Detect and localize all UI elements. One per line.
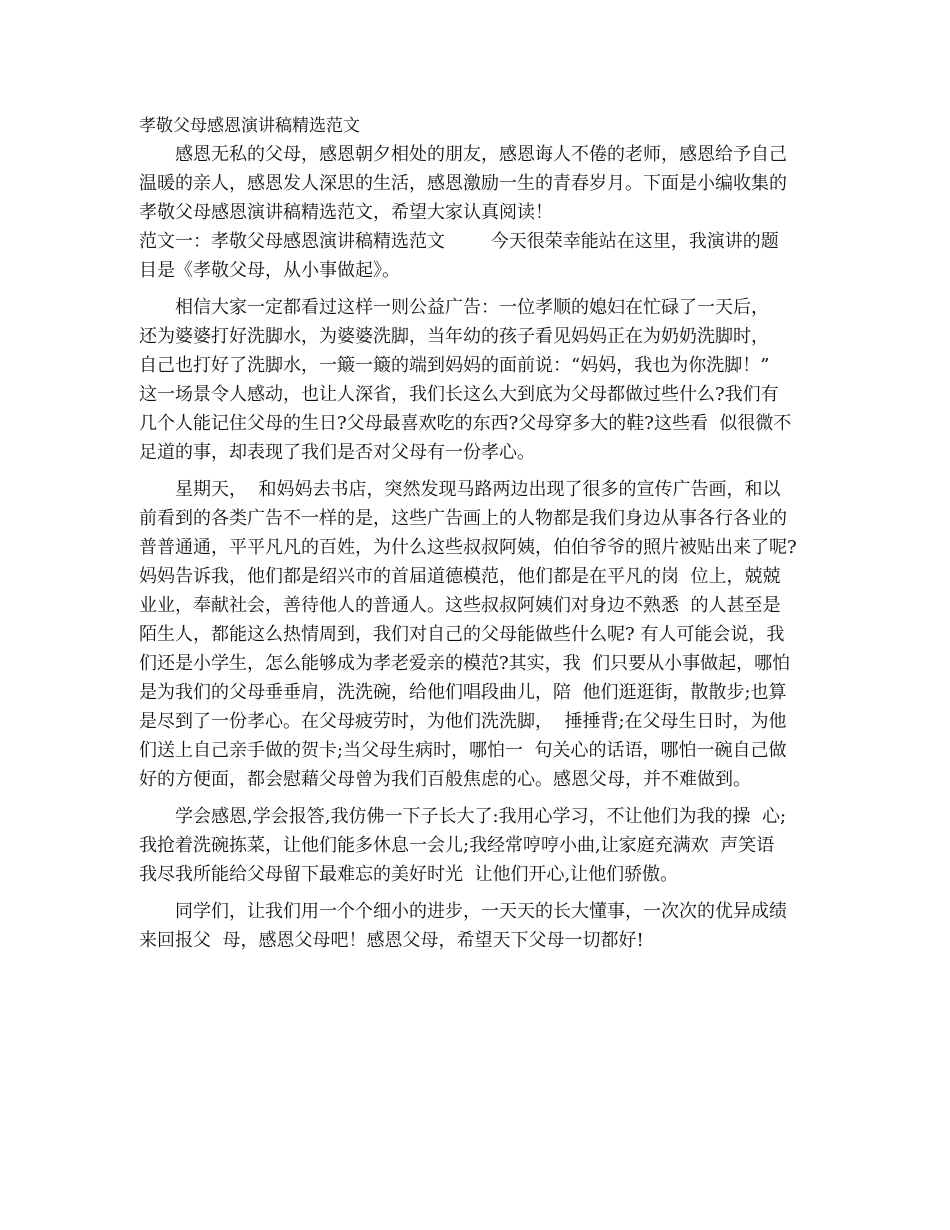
paragraph-line: 们还是小学生，怎么能够成为孝老爱亲的模范?其实，我 们只要从小事做起，哪怕: [139, 653, 791, 674]
paragraph-line: 自己也打好了洗脚水，一簸一簸的端到妈妈的面前说：“妈妈，我也为你洗脚！”: [139, 355, 770, 376]
paragraph-line: 温暖的亲人，感恩发人深思的生活，感恩激励一生的青春岁月。下面是小编收集的: [139, 173, 787, 194]
paragraph-sunday: [139, 475, 814, 794]
paragraph-line: 足道的事，却表现了我们是否对父母有一份孝心。: [139, 442, 535, 463]
paragraph-line: 星期天， 和妈妈去书店，突然发现马路两边出现了很多的宣传广告画，和以: [175, 479, 781, 500]
paragraph-line: 我抢着洗碗拣菜，让他们能多休息一会儿;我经常哼哼小曲,让家庭充满欢 声笑语: [139, 835, 775, 856]
paragraph-line: 几个人能记住父母的生日?父母最喜欢吃的东西?父母穿多大的鞋?这些看 似很微不: [139, 413, 792, 434]
paragraph-intro: [139, 140, 814, 227]
paragraph-line: 相信大家一定都看过这样一则公益广告：一位孝顺的媳妇在忙碌了一天后，: [175, 297, 769, 318]
paragraph-line: 是尽到了一份孝心。在父母疲劳时，为他们洗洗脚， 捶捶背;在父母生日时，为他: [139, 711, 787, 732]
paragraph-line: 陌生人，都能这么热情周到，我们对自己的父母能做些什么呢? 有人可能会说，我: [139, 624, 785, 645]
paragraph-public-ad: [139, 293, 814, 467]
paragraph-line: 感恩无私的父母，感恩朝夕相处的朋友，感恩诲人不倦的老师，感恩给予自己: [175, 144, 787, 165]
paragraph-line: 们送上自己亲手做的贺卡;当父母生病时，哪怕一 句关心的话语，哪怕一碗自己做: [139, 740, 787, 761]
paragraph-line: 妈妈告诉我，他们都是绍兴市的首届道德模范，他们都是在平凡的岗 位上，兢兢: [139, 566, 781, 587]
paragraph-line: 目是《孝敬父母，从小事做起》。: [139, 260, 400, 281]
paragraph-line: 学会感恩,学会报答,我仿佛一下子长大了:我用心学习，不让他们为我的操 心;: [175, 806, 787, 827]
paragraph-line: 我尽我所能给父母留下最难忘的美好时光 让他们开心,让他们骄傲。: [139, 864, 679, 885]
paragraph-line: 业业，奉献社会，善待他人的普通人。这些叔叔阿姨们对身边不熟悉 的人甚至是: [139, 595, 781, 616]
paragraph-line: 还为婆婆打好洗脚水，为婆婆洗脚，当年幼的孩子看见妈妈正在为奶奶洗脚时，: [139, 326, 769, 347]
paragraph-learn-gratitude: [139, 802, 814, 889]
paragraph-line: 好的方便面，都会慰藉父母曾为我们百般焦虑的心。感恩父母，并不难做到。: [139, 769, 751, 790]
paragraph-line: 孝敬父母感恩演讲稿精选范文，希望大家认真阅读！: [139, 202, 553, 223]
document-page: [139, 112, 814, 955]
paragraph-line: 这一场景令人感动，也让人深省，我们长这么大到底为父母都做过些什么?我们有: [139, 384, 779, 405]
paragraph-sample-heading: [139, 227, 814, 285]
paragraph-line: 来回报父 母，感恩父母吧！感恩父母，希望天下父母一切都好!: [139, 930, 644, 951]
paragraph-line: 是为我们的父母垂垂肩，洗洗碗，给他们唱段曲儿，陪 他们逛逛街，散散步;也算: [139, 682, 787, 703]
paragraph-line: 普普通通，平平凡凡的百姓，为什么这些叔叔阿姨，伯伯爷爷的照片被贴出来了呢?: [139, 537, 797, 558]
document-title: 孝敬父母感恩演讲稿精选范文: [139, 116, 360, 136]
paragraph-line: 前看到的各类广告不一样的是，这些广告画上的人物都是我们身边从事各行各业的: [139, 508, 787, 529]
paragraph-line: 同学们，让我们用一个个细小的进步，一天天的长大懂事，一次次的优异成绩: [175, 901, 787, 922]
paragraph-line: 范文一：孝敬父母感恩演讲稿精选范文 今天很荣幸能站在这里，我演讲的题: [139, 231, 779, 252]
paragraph-closing: [139, 897, 814, 955]
